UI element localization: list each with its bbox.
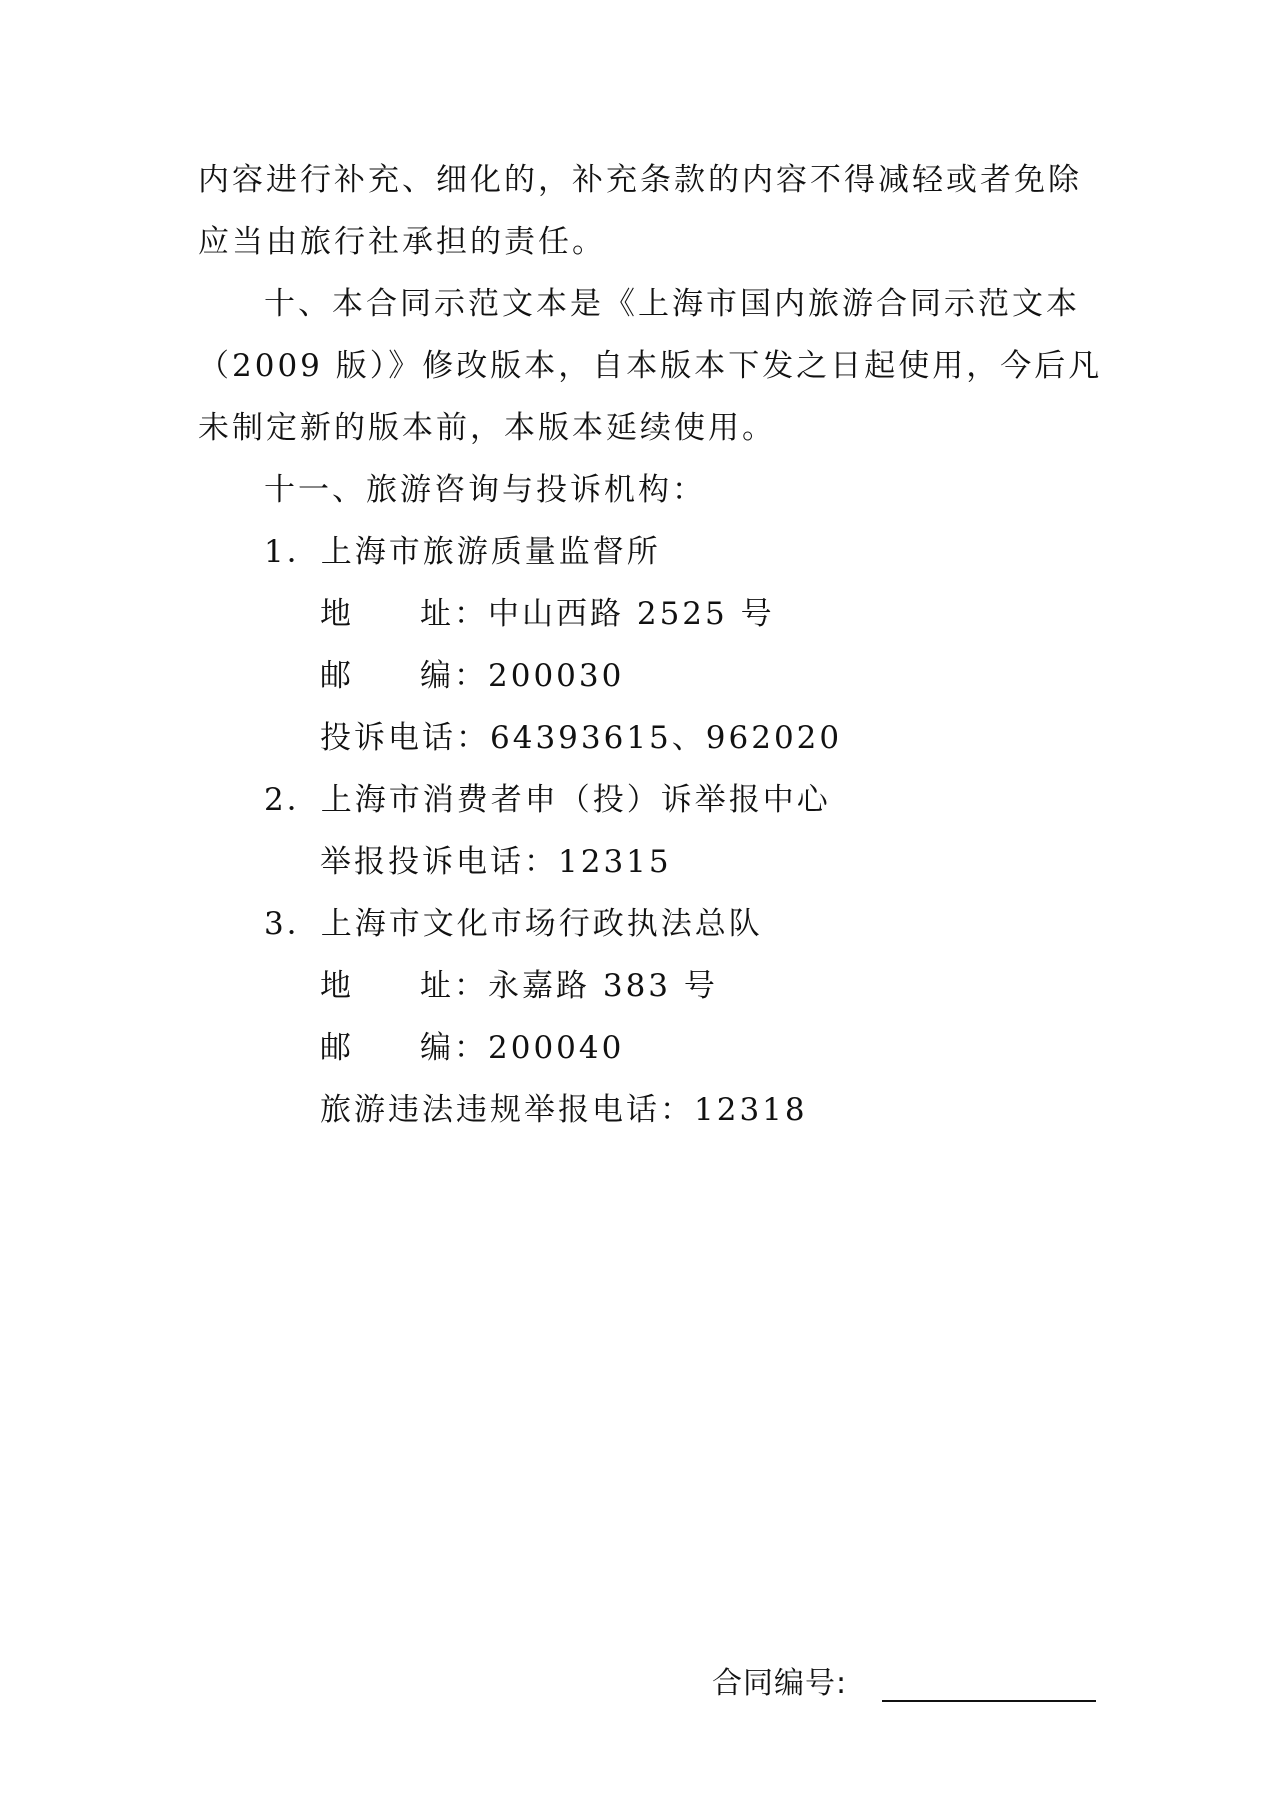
address-value: 址：中山西路 2525 号 bbox=[420, 596, 775, 632]
org-title: 2．上海市消费者申（投）诉举报中心 bbox=[264, 782, 831, 818]
address-value: 址：永嘉路 383 号 bbox=[420, 968, 718, 1004]
postcode-label: 邮 bbox=[320, 1030, 354, 1066]
org-phone: 投诉电话：64393615、962020 bbox=[320, 720, 843, 756]
postcode-value: 编：200040 bbox=[420, 1030, 625, 1066]
item-10-line: 十、本合同示范文本是《上海市国内旅游合同示范文本 bbox=[264, 286, 1080, 322]
org-address bbox=[320, 966, 718, 1006]
org-address bbox=[320, 594, 775, 634]
org-phone: 旅游违法违规举报电话：12318 bbox=[320, 1092, 808, 1128]
address-label: 地 bbox=[320, 968, 354, 1004]
contract-number-label: 合同编号: bbox=[712, 1666, 848, 1701]
org-title: 1．上海市旅游质量监督所 bbox=[264, 534, 661, 570]
item-11-heading: 十一、旅游咨询与投诉机构： bbox=[264, 472, 706, 508]
paragraph-line: 应当由旅行社承担的责任。 bbox=[198, 224, 606, 260]
item-10-line: 未制定新的版本前，本版本延续使用。 bbox=[198, 410, 776, 446]
postcode-value: 编：200030 bbox=[420, 658, 625, 694]
org-phone: 举报投诉电话：12315 bbox=[320, 844, 672, 880]
contract-number-field[interactable] bbox=[882, 1700, 1096, 1702]
postcode-label: 邮 bbox=[320, 658, 354, 694]
paragraph-line: 内容进行补充、细化的，补充条款的内容不得减轻或者免除 bbox=[198, 162, 1082, 198]
address-label: 地 bbox=[320, 596, 354, 632]
org-postcode bbox=[320, 1028, 624, 1068]
org-postcode bbox=[320, 656, 624, 696]
item-10-line: （2009 版）》修改版本，自本版本下发之日起使用，今后凡 bbox=[198, 348, 1103, 384]
org-title: 3．上海市文化市场行政执法总队 bbox=[264, 906, 763, 942]
